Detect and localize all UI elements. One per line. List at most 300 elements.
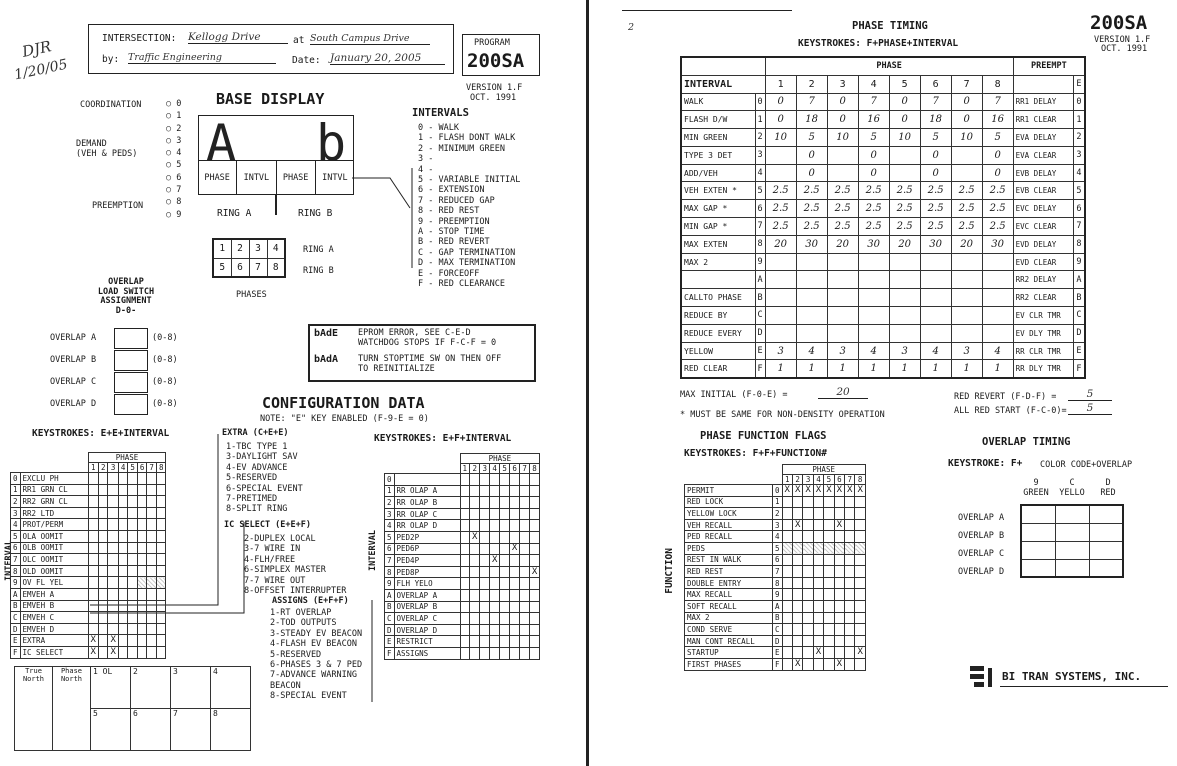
table-cell[interactable] <box>147 507 157 519</box>
table-cell[interactable] <box>128 577 138 589</box>
table-cell[interactable] <box>500 647 510 659</box>
table-cell[interactable] <box>156 565 166 577</box>
table-cell[interactable] <box>480 474 490 486</box>
table-cell[interactable] <box>128 646 138 658</box>
timing-value[interactable] <box>889 146 920 164</box>
flag-cell[interactable]: X <box>834 658 844 670</box>
table-cell[interactable] <box>489 474 499 486</box>
timing-value[interactable] <box>796 324 827 342</box>
timing-value[interactable] <box>951 324 982 342</box>
timing-value[interactable]: 2.5 <box>765 182 796 200</box>
table-cell[interactable] <box>500 636 510 648</box>
table-cell[interactable] <box>118 577 128 589</box>
flag-cell[interactable]: X <box>813 485 823 497</box>
timing-value[interactable] <box>765 253 796 271</box>
timing-value[interactable]: 2.5 <box>982 200 1013 218</box>
flag-cell[interactable] <box>824 577 834 589</box>
table-cell[interactable] <box>156 496 166 508</box>
flag-cell[interactable] <box>834 647 844 659</box>
table-cell[interactable] <box>108 554 118 566</box>
flag-cell[interactable] <box>792 589 802 601</box>
table-cell[interactable] <box>529 555 539 567</box>
timing-value[interactable]: 18 <box>920 111 951 129</box>
timing-value[interactable]: 10 <box>765 129 796 147</box>
flag-cell[interactable] <box>792 600 802 612</box>
timing-value[interactable]: 0 <box>827 111 858 129</box>
table-cell[interactable] <box>128 542 138 554</box>
timing-value[interactable]: 2.5 <box>889 182 920 200</box>
flag-cell[interactable] <box>782 635 792 647</box>
flag-cell[interactable] <box>813 566 823 578</box>
flag-cell[interactable] <box>813 519 823 531</box>
flag-cell[interactable] <box>834 577 844 589</box>
flag-cell[interactable] <box>824 600 834 612</box>
table-cell[interactable] <box>500 543 510 555</box>
flag-cell[interactable] <box>803 508 813 520</box>
table-cell[interactable] <box>460 624 470 636</box>
table-cell[interactable] <box>460 613 470 625</box>
timing-value[interactable] <box>951 307 982 325</box>
flag-cell[interactable]: X <box>803 485 813 497</box>
table-cell[interactable] <box>118 646 128 658</box>
timing-value[interactable]: 2.5 <box>827 200 858 218</box>
flag-cell[interactable] <box>834 600 844 612</box>
table-cell[interactable] <box>460 636 470 648</box>
overlap-timing-cell[interactable] <box>1055 523 1089 541</box>
flag-cell[interactable] <box>792 566 802 578</box>
table-cell[interactable] <box>489 531 499 543</box>
table-cell[interactable] <box>460 497 470 509</box>
timing-value[interactable]: 3 <box>889 342 920 360</box>
table-cell[interactable] <box>137 565 147 577</box>
flag-cell[interactable] <box>855 508 865 520</box>
flag-cell[interactable] <box>855 554 865 566</box>
flag-cell[interactable] <box>824 542 834 554</box>
table-cell[interactable] <box>128 588 138 600</box>
timing-value[interactable] <box>858 324 889 342</box>
timing-value[interactable] <box>982 289 1013 307</box>
table-cell[interactable] <box>147 519 157 531</box>
flag-cell[interactable] <box>855 612 865 624</box>
timing-value[interactable]: 0 <box>920 164 951 182</box>
table-cell[interactable] <box>98 484 108 496</box>
table-cell[interactable] <box>489 624 499 636</box>
flag-cell[interactable] <box>813 554 823 566</box>
table-cell[interactable] <box>480 601 490 613</box>
timing-value[interactable] <box>827 289 858 307</box>
table-cell[interactable] <box>128 600 138 612</box>
table-cell[interactable] <box>98 530 108 542</box>
timing-value[interactable]: 20 <box>951 235 982 253</box>
table-cell[interactable] <box>108 577 118 589</box>
table-cell[interactable] <box>460 508 470 520</box>
table-cell[interactable] <box>480 497 490 509</box>
timing-value[interactable]: 2.5 <box>920 200 951 218</box>
table-cell[interactable] <box>489 601 499 613</box>
table-cell[interactable] <box>470 485 480 497</box>
table-cell[interactable] <box>480 613 490 625</box>
table-cell[interactable] <box>460 578 470 590</box>
flag-cell[interactable] <box>855 589 865 601</box>
table-cell[interactable] <box>147 623 157 635</box>
timing-value[interactable] <box>982 253 1013 271</box>
table-cell[interactable] <box>520 543 530 555</box>
table-cell[interactable] <box>489 578 499 590</box>
timing-value[interactable]: 4 <box>982 342 1013 360</box>
flag-cell[interactable] <box>855 635 865 647</box>
table-cell[interactable] <box>137 496 147 508</box>
timing-value[interactable]: 1 <box>858 360 889 378</box>
table-cell[interactable] <box>128 473 138 485</box>
table-cell[interactable] <box>137 623 147 635</box>
flag-cell[interactable] <box>824 508 834 520</box>
table-cell[interactable] <box>98 623 108 635</box>
table-cell[interactable] <box>128 623 138 635</box>
table-cell[interactable] <box>529 624 539 636</box>
timing-value[interactable]: 2.5 <box>951 218 982 236</box>
timing-value[interactable] <box>765 307 796 325</box>
timing-value[interactable]: 2.5 <box>765 218 796 236</box>
table-cell[interactable] <box>88 484 98 496</box>
table-cell[interactable] <box>147 473 157 485</box>
timing-value[interactable]: 0 <box>951 93 982 111</box>
table-cell[interactable] <box>118 565 128 577</box>
table-cell[interactable] <box>118 473 128 485</box>
table-cell[interactable] <box>470 474 480 486</box>
timing-value[interactable]: 5 <box>858 129 889 147</box>
flag-cell[interactable] <box>845 566 855 578</box>
timing-value[interactable] <box>889 324 920 342</box>
flag-cell[interactable] <box>855 600 865 612</box>
table-cell[interactable] <box>108 507 118 519</box>
table-cell[interactable] <box>118 496 128 508</box>
table-cell[interactable] <box>147 496 157 508</box>
timing-value[interactable] <box>765 164 796 182</box>
table-cell[interactable] <box>480 555 490 567</box>
timing-value[interactable]: 2.5 <box>827 182 858 200</box>
table-cell[interactable] <box>156 577 166 589</box>
table-cell[interactable] <box>156 530 166 542</box>
table-cell[interactable] <box>460 555 470 567</box>
table-cell[interactable] <box>88 600 98 612</box>
timing-value[interactable] <box>765 289 796 307</box>
table-cell[interactable] <box>520 601 530 613</box>
flag-cell[interactable] <box>782 496 792 508</box>
flag-cell[interactable] <box>782 577 792 589</box>
table-cell[interactable] <box>118 484 128 496</box>
table-cell[interactable] <box>128 565 138 577</box>
table-cell[interactable] <box>98 565 108 577</box>
overlap-load-input[interactable] <box>114 394 148 415</box>
table-cell[interactable] <box>156 623 166 635</box>
flag-cell[interactable] <box>824 496 834 508</box>
table-cell[interactable] <box>137 484 147 496</box>
table-cell[interactable] <box>529 520 539 532</box>
timing-value[interactable]: 2.5 <box>765 200 796 218</box>
table-cell[interactable] <box>88 496 98 508</box>
timing-value[interactable]: 3 <box>951 342 982 360</box>
table-cell[interactable] <box>509 647 519 659</box>
table-cell[interactable] <box>137 588 147 600</box>
flag-cell[interactable] <box>834 589 844 601</box>
table-cell[interactable] <box>128 554 138 566</box>
flag-cell[interactable] <box>834 566 844 578</box>
table-cell[interactable] <box>520 531 530 543</box>
timing-value[interactable] <box>951 253 982 271</box>
table-cell[interactable] <box>500 474 510 486</box>
table-cell[interactable] <box>156 554 166 566</box>
table-cell[interactable] <box>156 507 166 519</box>
table-cell[interactable] <box>137 646 147 658</box>
timing-value[interactable] <box>920 307 951 325</box>
timing-value[interactable]: 18 <box>796 111 827 129</box>
table-cell[interactable] <box>489 520 499 532</box>
table-cell[interactable] <box>520 613 530 625</box>
overlap-timing-cell[interactable] <box>1089 559 1123 577</box>
flag-cell[interactable] <box>824 531 834 543</box>
timing-value[interactable]: 0 <box>858 164 889 182</box>
flag-cell[interactable] <box>813 635 823 647</box>
table-cell[interactable]: X <box>108 646 118 658</box>
timing-value[interactable] <box>951 146 982 164</box>
timing-value[interactable]: 20 <box>889 235 920 253</box>
table-cell[interactable] <box>88 519 98 531</box>
flag-cell[interactable] <box>803 600 813 612</box>
timing-value[interactable]: 4 <box>858 342 889 360</box>
flag-cell[interactable] <box>845 554 855 566</box>
table-cell[interactable] <box>460 520 470 532</box>
table-cell[interactable] <box>128 530 138 542</box>
flag-cell[interactable] <box>792 508 802 520</box>
table-cell[interactable] <box>108 530 118 542</box>
timing-value[interactable] <box>920 271 951 289</box>
table-cell[interactable] <box>480 520 490 532</box>
flag-cell[interactable] <box>845 624 855 636</box>
timing-value[interactable]: 2.5 <box>982 182 1013 200</box>
table-cell[interactable] <box>108 473 118 485</box>
flag-cell[interactable] <box>803 566 813 578</box>
table-cell[interactable] <box>509 555 519 567</box>
table-cell[interactable] <box>147 542 157 554</box>
table-cell[interactable] <box>480 578 490 590</box>
table-cell[interactable] <box>500 589 510 601</box>
flag-cell[interactable] <box>813 624 823 636</box>
table-cell[interactable] <box>489 589 499 601</box>
table-cell[interactable] <box>509 566 519 578</box>
timing-value[interactable] <box>796 307 827 325</box>
timing-value[interactable]: 30 <box>920 235 951 253</box>
flag-cell[interactable] <box>803 635 813 647</box>
timing-value[interactable] <box>982 307 1013 325</box>
table-cell[interactable] <box>480 531 490 543</box>
flag-cell[interactable] <box>813 589 823 601</box>
table-cell[interactable] <box>470 520 480 532</box>
timing-value[interactable]: 2.5 <box>858 200 889 218</box>
movement-cell[interactable]: 3 <box>171 667 211 709</box>
flag-cell[interactable] <box>782 519 792 531</box>
table-cell[interactable] <box>147 565 157 577</box>
table-cell[interactable] <box>156 588 166 600</box>
table-cell[interactable] <box>128 612 138 624</box>
timing-value[interactable]: 0 <box>796 146 827 164</box>
table-cell[interactable] <box>529 636 539 648</box>
table-cell[interactable] <box>500 555 510 567</box>
table-cell[interactable] <box>118 554 128 566</box>
flag-cell[interactable]: X <box>855 485 865 497</box>
timing-value[interactable]: 4 <box>920 342 951 360</box>
table-cell[interactable] <box>460 531 470 543</box>
table-cell[interactable] <box>108 600 118 612</box>
timing-value[interactable]: 2.5 <box>796 218 827 236</box>
table-cell[interactable] <box>509 624 519 636</box>
flag-cell[interactable] <box>855 542 865 554</box>
timing-value[interactable]: 2.5 <box>858 182 889 200</box>
table-cell[interactable] <box>98 554 108 566</box>
table-cell[interactable] <box>500 531 510 543</box>
timing-value[interactable] <box>765 271 796 289</box>
table-cell[interactable] <box>509 474 519 486</box>
timing-value[interactable]: 7 <box>858 93 889 111</box>
timing-value[interactable]: 7 <box>920 93 951 111</box>
table-cell[interactable] <box>529 485 539 497</box>
table-cell[interactable] <box>98 577 108 589</box>
movement-cell[interactable]: 6 <box>131 709 171 751</box>
table-cell[interactable] <box>480 636 490 648</box>
table-cell[interactable] <box>480 566 490 578</box>
table-cell[interactable] <box>88 507 98 519</box>
table-cell[interactable] <box>118 542 128 554</box>
timing-value[interactable]: 5 <box>982 129 1013 147</box>
table-cell[interactable] <box>489 508 499 520</box>
table-cell[interactable] <box>88 588 98 600</box>
table-cell[interactable] <box>147 484 157 496</box>
overlap-timing-cell[interactable] <box>1055 559 1089 577</box>
timing-value[interactable] <box>982 324 1013 342</box>
table-cell[interactable] <box>489 543 499 555</box>
table-cell[interactable] <box>128 496 138 508</box>
table-cell[interactable] <box>489 485 499 497</box>
table-cell[interactable] <box>470 601 480 613</box>
table-cell[interactable] <box>520 497 530 509</box>
timing-value[interactable] <box>827 307 858 325</box>
table-cell[interactable] <box>509 613 519 625</box>
table-cell[interactable] <box>108 496 118 508</box>
table-cell[interactable] <box>156 519 166 531</box>
timing-value[interactable] <box>920 324 951 342</box>
flag-cell[interactable] <box>824 635 834 647</box>
flag-cell[interactable] <box>834 542 844 554</box>
table-cell[interactable] <box>500 624 510 636</box>
timing-value[interactable]: 3 <box>765 342 796 360</box>
flag-cell[interactable] <box>834 612 844 624</box>
table-cell[interactable] <box>147 635 157 647</box>
flag-cell[interactable] <box>813 542 823 554</box>
timing-value[interactable]: 2.5 <box>796 200 827 218</box>
flag-cell[interactable] <box>813 577 823 589</box>
flag-cell[interactable] <box>782 589 792 601</box>
table-cell[interactable] <box>108 542 118 554</box>
timing-value[interactable]: 0 <box>827 93 858 111</box>
flag-cell[interactable] <box>813 508 823 520</box>
table-cell[interactable] <box>98 519 108 531</box>
table-cell[interactable] <box>108 623 118 635</box>
table-cell[interactable] <box>108 519 118 531</box>
table-cell[interactable] <box>118 612 128 624</box>
overlap-timing-cell[interactable] <box>1021 559 1055 577</box>
table-cell[interactable] <box>88 542 98 554</box>
table-cell[interactable] <box>470 636 480 648</box>
flag-cell[interactable] <box>803 542 813 554</box>
table-cell[interactable] <box>460 543 470 555</box>
table-cell[interactable] <box>460 485 470 497</box>
table-cell[interactable] <box>509 520 519 532</box>
flag-cell[interactable] <box>782 508 792 520</box>
timing-value[interactable] <box>889 253 920 271</box>
table-cell[interactable] <box>480 485 490 497</box>
table-cell[interactable] <box>520 636 530 648</box>
timing-value[interactable]: 1 <box>796 360 827 378</box>
flag-cell[interactable] <box>824 519 834 531</box>
flag-cell[interactable] <box>845 577 855 589</box>
flag-cell[interactable] <box>845 600 855 612</box>
flag-cell[interactable] <box>855 519 865 531</box>
table-cell[interactable] <box>529 508 539 520</box>
timing-value[interactable]: 0 <box>858 146 889 164</box>
table-cell[interactable] <box>108 565 118 577</box>
movement-cell[interactable]: 5 <box>91 709 131 751</box>
flag-cell[interactable]: X <box>792 519 802 531</box>
overlap-timing-cell[interactable] <box>1021 505 1055 523</box>
table-cell[interactable] <box>118 519 128 531</box>
timing-value[interactable]: 10 <box>827 129 858 147</box>
table-cell[interactable] <box>156 600 166 612</box>
table-cell[interactable] <box>520 474 530 486</box>
movement-cell[interactable]: 2 <box>131 667 171 709</box>
table-cell[interactable] <box>98 496 108 508</box>
flag-cell[interactable] <box>845 658 855 670</box>
table-cell[interactable] <box>118 623 128 635</box>
overlap-timing-cell[interactable] <box>1021 523 1055 541</box>
table-cell[interactable] <box>470 497 480 509</box>
timing-value[interactable]: 0 <box>796 164 827 182</box>
table-cell[interactable] <box>118 588 128 600</box>
flag-cell[interactable] <box>782 566 792 578</box>
timing-value[interactable] <box>889 307 920 325</box>
table-cell[interactable] <box>529 578 539 590</box>
flag-cell[interactable] <box>782 647 792 659</box>
table-cell[interactable] <box>137 519 147 531</box>
flag-cell[interactable] <box>834 508 844 520</box>
timing-value[interactable]: 2.5 <box>920 182 951 200</box>
table-cell[interactable] <box>98 507 108 519</box>
flag-cell[interactable] <box>782 612 792 624</box>
flag-cell[interactable] <box>782 542 792 554</box>
flag-cell[interactable] <box>824 658 834 670</box>
table-cell[interactable] <box>128 635 138 647</box>
table-cell[interactable] <box>520 647 530 659</box>
timing-value[interactable]: 2.5 <box>796 182 827 200</box>
table-cell[interactable] <box>137 554 147 566</box>
table-cell[interactable] <box>460 566 470 578</box>
table-cell[interactable] <box>480 589 490 601</box>
table-cell[interactable] <box>156 612 166 624</box>
flag-cell[interactable] <box>824 624 834 636</box>
table-cell[interactable] <box>147 554 157 566</box>
timing-value[interactable] <box>858 289 889 307</box>
flag-cell[interactable] <box>792 554 802 566</box>
table-cell[interactable] <box>137 635 147 647</box>
timing-value[interactable]: 0 <box>889 93 920 111</box>
